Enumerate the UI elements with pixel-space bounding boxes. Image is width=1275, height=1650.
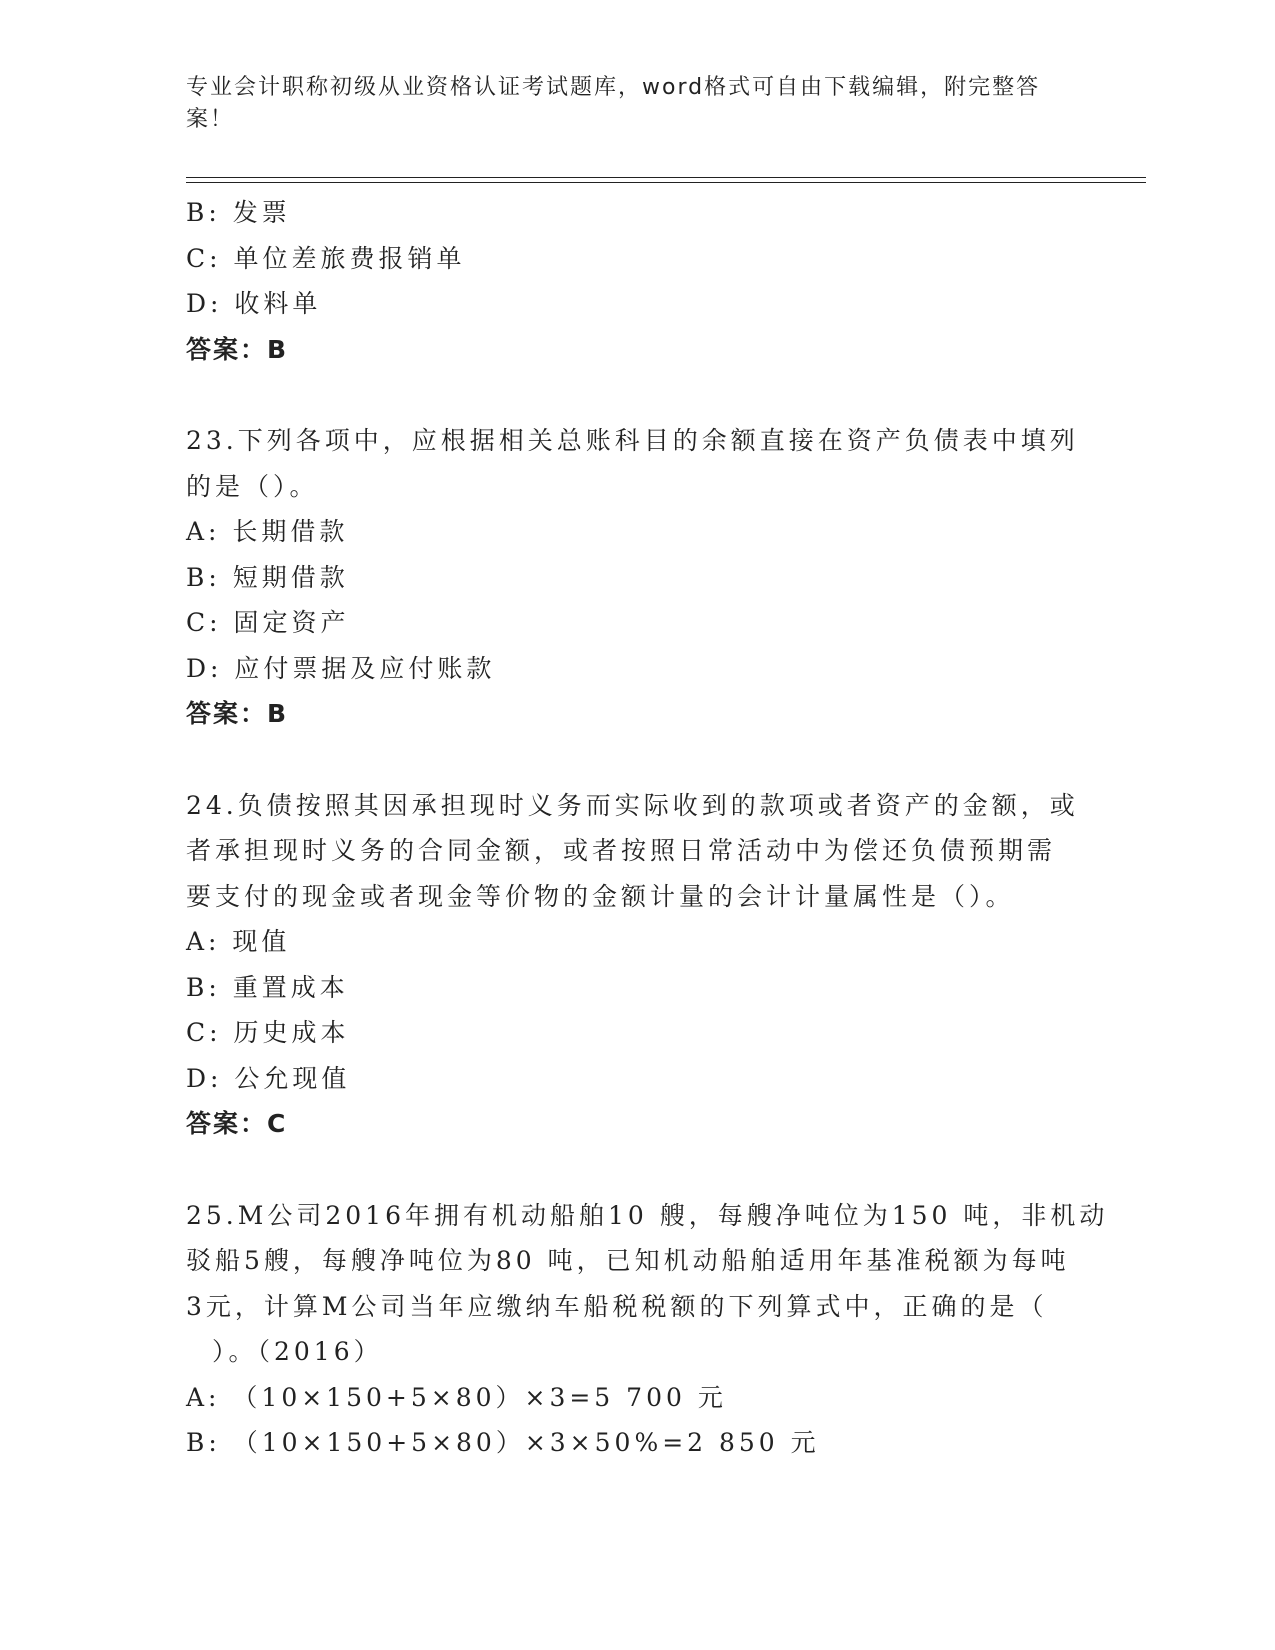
- answer: 答案：B: [186, 699, 289, 728]
- header-line-1: 专业会计职称初级从业资格认证考试题库，word格式可自由下载编辑，附完整答: [186, 75, 1041, 100]
- question-stem-line: 驳船5艘，每艘净吨位为80 吨，已知机动船舶适用年基准税额为每吨: [186, 1246, 1070, 1275]
- question-stem-line: 要支付的现金或者现金等价物的金额计量的会计计量属性是（）。: [186, 881, 1015, 911]
- question-22-tail: [186, 190, 1086, 372]
- option-b: B: 发票: [186, 198, 291, 227]
- option-a: A: 长期借款: [186, 517, 349, 546]
- option-b: B: 短期借款: [186, 562, 349, 592]
- option-a: A: 现值: [186, 927, 291, 956]
- option-b: B: 重置成本: [186, 972, 349, 1002]
- question-stem-line: 的是（）。: [186, 471, 319, 501]
- spacer: [186, 737, 1086, 783]
- option-d: D: 应付票据及应付账款: [186, 653, 496, 683]
- question-stem-line: 3元，计算M公司当年应缴纳车船税税额的下列算式中，正确的是（: [186, 1291, 1048, 1321]
- spacer: [186, 372, 1086, 418]
- question-stem-line: 23.下列各项中，应根据相关总账科目的余额直接在资产负债表中填列: [186, 426, 1079, 455]
- question-24: [186, 783, 1086, 1147]
- option-d: D: 收料单: [186, 289, 322, 318]
- option-a: A: （10×150+5×80）×3=5 700 元: [186, 1382, 727, 1412]
- page-header: [186, 72, 1066, 136]
- spacer: [186, 1147, 1086, 1193]
- question-23: [186, 418, 1086, 737]
- question-stem-line: 者承担现时义务的合同金额，或者按照日常活动中为偿还负债预期需: [186, 836, 1057, 865]
- header-rule-bottom: [186, 182, 1146, 183]
- option-c: C: 单位差旅费报销单: [186, 243, 466, 273]
- option-d: D: 公允现值: [186, 1063, 351, 1093]
- answer: 答案：B: [186, 334, 289, 364]
- question-stem-line: 25.M公司2016年拥有机动船舶10 艘，每艘净吨位为150 吨，非机动: [186, 1200, 1109, 1230]
- option-c: C: 历史成本: [186, 1018, 350, 1047]
- header-rule-top: [186, 177, 1146, 178]
- question-25: [186, 1193, 1109, 1466]
- question-stem-line: ）。（2016）: [212, 1337, 383, 1366]
- option-c: C: 固定资产: [186, 608, 350, 637]
- question-content: [186, 190, 1109, 1466]
- question-stem-line: 24.负债按照其因承担现时义务而实际收到的款项或者资产的金额，或: [186, 790, 1079, 820]
- header-line-2: 案！: [186, 107, 235, 132]
- option-b: B: （10×150+5×80）×3×50%=2 850 元: [186, 1428, 820, 1457]
- answer: 答案：C: [186, 1109, 288, 1138]
